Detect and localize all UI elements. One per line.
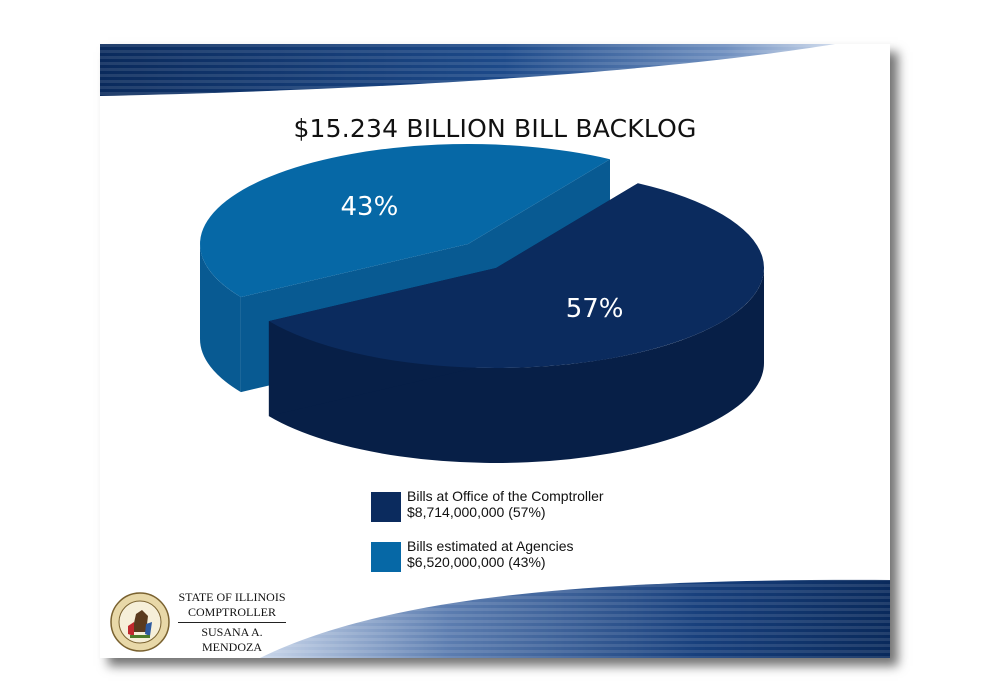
comptroller-title (172, 590, 292, 655)
legend-value: $8,714,000,000 (57%) (407, 504, 546, 520)
divider (178, 622, 286, 623)
legend-swatch (371, 492, 401, 522)
chart-title: $15.234 BILLION BILL BACKLOG (293, 114, 697, 143)
top-banner (100, 44, 890, 104)
pie-percent-label: 43% (340, 192, 399, 223)
pie-chart (200, 144, 764, 463)
org-line-office: COMPTROLLER (187, 605, 276, 619)
slide (100, 44, 890, 658)
legend-label: Bills estimated at Agencies (407, 538, 574, 554)
comptroller-branding (110, 584, 310, 654)
org-line-state: STATE OF ILLINOIS (178, 590, 286, 604)
bottom-banner (250, 574, 890, 658)
legend-value: $6,520,000,000 (43%) (407, 554, 546, 570)
legend-swatch (371, 542, 401, 572)
pie-percent-label: 57% (565, 293, 624, 324)
state-seal-icon (110, 592, 170, 652)
org-line-name: SUSANA A. MENDOZA (201, 625, 263, 654)
legend-label: Bills at Office of the Comptroller (407, 488, 604, 504)
